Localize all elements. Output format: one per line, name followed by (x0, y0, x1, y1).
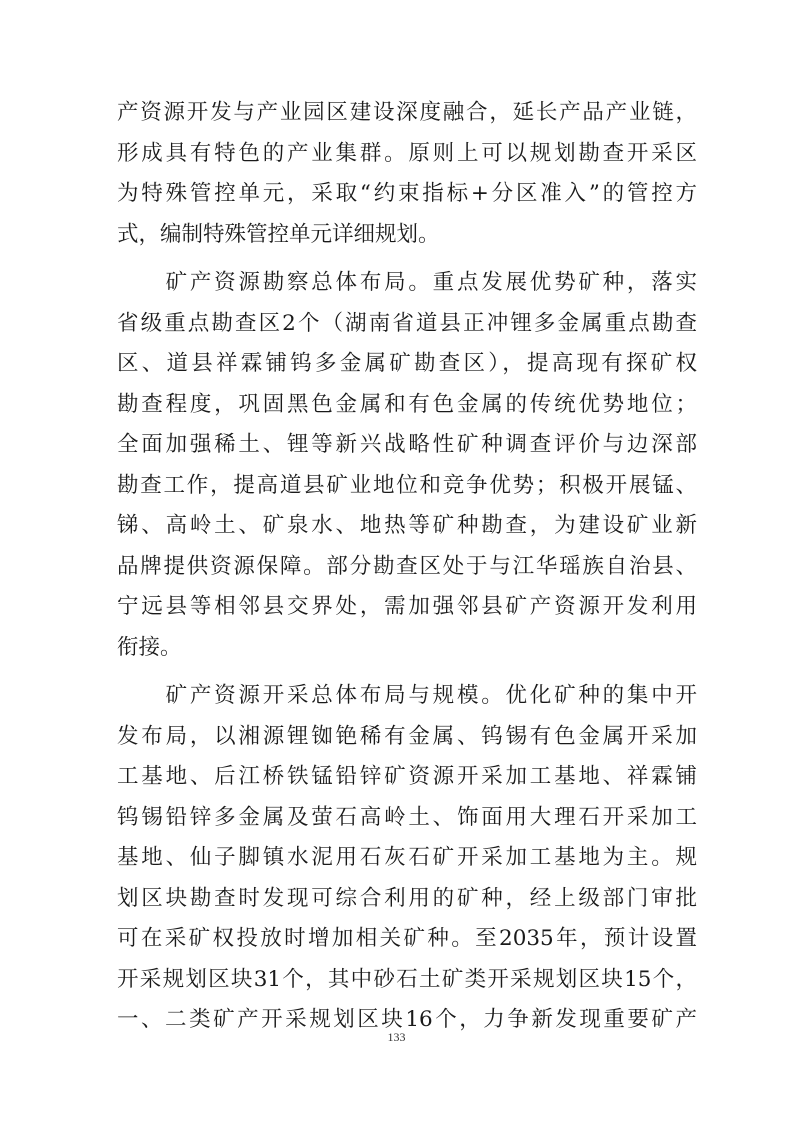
text-line: 勘查工作，提高道县矿业地位和竞争优势；积极开展锰、 (117, 472, 697, 498)
text-line: 式，编制特殊管控单元详细规划。 (117, 221, 440, 247)
body-text (117, 93, 697, 1041)
text-line: 勘查程度，巩固黑色金属和有色金属的传统优势地位； (117, 391, 697, 417)
text-line: 工基地、后江桥铁锰铅锌矿资源开采加工基地、祥霖铺 (117, 764, 697, 789)
text-line: 为特殊管控单元，采取“约束指标+分区准入”的管控方 (117, 181, 697, 206)
text-line: 基地、仙子脚镇水泥用石灰石矿开采加工基地为主。规 (117, 845, 697, 870)
text-line: 形成具有特色的产业集群。原则上可以规划勘查开采区 (117, 140, 697, 166)
text-line: 全面加强稀土、锂等新兴战略性矿种调查评价与边深部 (117, 432, 697, 457)
text-line: 产资源开发与产业园区建设深度融合，延长产品产业链， (117, 100, 697, 125)
text-line: 锑、高岭土、矿泉水、地热等矿种勘查，为建设矿业新 (117, 513, 697, 538)
text-line: 省级重点勘查区2个（湖南省道县正冲锂多金属重点勘查 (117, 310, 697, 336)
text-line: 品牌提供资源保障。部分勘查区处于与江华瑶族自治县、 (117, 553, 697, 579)
text-line: 宁远县等相邻县交界处，需加强邻县矿产资源开发利用 (117, 594, 697, 619)
paragraph-1 (117, 93, 697, 255)
text-line: 矿产资源勘察总体布局。重点发展优势矿种，落实 (117, 270, 697, 295)
text-line: 开采规划区块31个，其中砂石土矿类开采规划区块15个， (117, 966, 697, 992)
paragraph-gap (117, 255, 697, 263)
paragraph-3 (117, 676, 697, 1041)
paragraph-2 (117, 263, 697, 668)
text-line: 衔接。 (117, 634, 182, 660)
text-line: 一、二类矿产开采规划区块16个，力争新发现重要矿产 (117, 1007, 697, 1032)
text-line: 发布局，以湘源锂铷铯稀有金属、钨锡有色金属开采加 (117, 723, 697, 749)
paragraph-gap (117, 668, 697, 676)
text-line: 矿产资源开采总体布局与规模。优化矿种的集中开 (117, 683, 697, 708)
text-line: 钨锡铅锌多金属及萤石高岭土、饰面用大理石开采加工 (117, 804, 697, 830)
text-line: 可在采矿权投放时增加相关矿种。至2035年，预计设置 (117, 926, 697, 951)
page-number: 133 (387, 1030, 406, 1044)
text-line: 区、道县祥霖铺钨多金属矿勘查区），提高现有探矿权 (117, 351, 697, 376)
text-line: 划区块勘查时发现可综合利用的矿种，经上级部门审批 (117, 885, 697, 911)
